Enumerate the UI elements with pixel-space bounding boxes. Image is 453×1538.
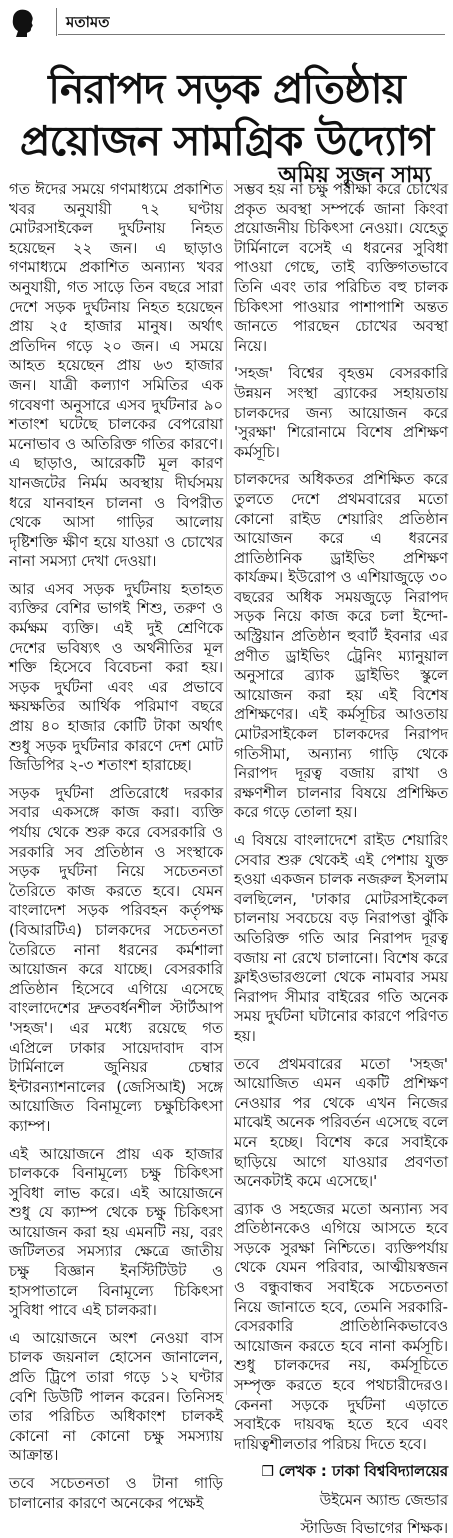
section-header [8,8,445,38]
header-rule [58,34,445,35]
article-column-left [9,180,223,1512]
byline-line-3: স্টাডিজ বিভাগের শিক্ষক। [300,1519,448,1537]
face-silhouette-icon [10,8,36,38]
header-divider [56,8,57,36]
section-label: মতামত [66,13,110,31]
paragraph: তবে সচেতনতা ও টানা গাড়ি চালানোর কারণে অনেকের পক্ষেই [9,1475,223,1512]
author-byline [234,1462,448,1538]
column-divider [226,180,227,1395]
paragraph: আর এসব সড়ক দুর্ঘটনায় হতাহত ব্যক্তির বেশির ভাগই শিশু, তরুণ ও কর্মক্ষম ব্যক্তি। এই দুই শ্রেণিকে দেশের ভবিষ্যৎ ও অর্থনীতির মূল শক্তি হিসেবে বিবেচনা করা হয়। সড়ক দুর্ঘটনা এবং এর প্রভাবে ক্ষয়ক্ষতির আর্থিক পরিমাণ বছরে প্রায় ৪০ হাজার কোটি টাকা অর্থাৎ শুধু সড়ক দুর্ঘটনার কারণে দেশ মোট জিডিপির ২-৩ শতাংশ হারাচ্ছে। [9,580,223,775]
byline-line-2: উইমেন অ্যান্ড জেন্ডার [319,1492,448,1509]
paragraph: চালকদের অধিকতর প্রশিক্ষিত করে তুলতে দেশে প্রথমবারের মতো কোনো রাইড শেয়ারিং প্রতিষ্ঠান আয়োজন করে এ ধরনের প্রাতিষ্ঠানিক ড্রাইভিং প্রশিক্ষণ কার্যক্রম। ইউরোপ ও এশিয়াজুড়ে ৩০ বছরের অধিক সময়জুড়ে নিরাপদ সড়ক নিয়ে কাজ করে চলা ইন্দো-অস্ট্রিয়ান প্রতিষ্ঠান হুবার্ট ইবনার এর প্রণীত ড্রাইভিং ট্রেনিং ম্যানুয়াল অনুসারে ব্র্যাক ড্রাইভিং স্কুলে আয়োজন করা হয় এই বিশেষ প্রশিক্ষণের। এই কর্মসূচির আওতায় মোটরসাইকেল চালকদের নিরাপদ গতিসীমা, অন্যান্য গাড়ি থেকে নিরাপদ দূরত্ব বজায় রাখা ও রক্ষণশীল চালনার বিষয়ে প্রশিক্ষিত করে গড়ে তোলা হয়। [234,471,448,822]
paragraph: ব্র্যাক ও সহজের মতো অন্যান্য সব প্রতিষ্ঠানকেও এগিয়ে আসতে হবে সড়কে সুরক্ষা নিশ্চিতে। ব্যক্তিপর্যায় থেকে যেমন পরিবার, আত্মীয়স্বজন ও বন্ধুবান্ধব সবাইকে সচেতনতা নিয়ে জানাতে হবে, তেমনি সরকারি-বেসরকারি প্রাতিষ্ঠানিকভাবেও আয়োজন করতে হবে নানা কর্মসূচি। শুধু চালকদের নয়, কর্মসূচিতে সম্পৃক্ত করতে হবে পথচারীদেরও। কেননা সড়কে দুর্ঘটনা এড়াতে সবাইকে দায়বদ্ধ হতে হবে এবং দায়িত্বশীলতার পরিচয় দিতে হবে। [234,1200,448,1453]
paragraph: এ বিষয়ে বাংলাদেশে রাইড শেয়ারিং সেবার শুরু থেকেই এই পেশায় যুক্ত হওয়া একজন চালক নজরুল ইসলাম বলছিলেন, 'ঢাকার মোটরসাইকেল চালনায় সবচেয়ে বড় নিরাপত্তা ঝুঁকি অতিরিক্ত গতি আর নিরাপদ দূরত্ব বজায় না রেখে চালানো। বিশেষ করে ফ্লাইওভারগুলো থেকে নামবার সময় নিরাপদ সীমার বাইরের গতি অনেক সময় দুর্ঘটনা ঘটানোর কারণে পরিণত হয়। [234,832,448,1045]
headline-line-1: নিরাপদ সড়ক প্রতিষ্ঠায় [48,65,405,113]
paragraph: 'সহজ' বিশ্বের বৃহত্তম বেসরকারি উন্নয়ন সংস্থা ব্র্যাকের সহায়তায় চালকদের জন্য আয়োজন করে 'সুরক্ষা' শিরোনামে বিশেষ প্রশিক্ষণ কর্মসূচি। [234,365,448,461]
paragraph: সড়ক দুর্ঘটনা প্রতিরোধে দরকার সবার একসঙ্গে কাজ করা। ব্যক্তি পর্যায় থেকে শুরু করে বেসরকারি ও সরকারি সব প্রতিষ্ঠান ও সংস্থাকে সড়ক দুর্ঘটনা নিয়ে সচেতনতা তৈরিতে কাজ করতে হবে। যেমন বাংলাদেশ সড়ক পরিবহন কর্তৃপক্ষ (বিআরটিএ) চালকদের সচেতনতা তৈরিতে নানা ধরনের কর্মশালা আয়োজন করে যাচ্ছে। বেসরকারি প্রতিষ্ঠান হিসেবে এগিয়ে এসেছে বাংলাদেশের দ্রুতবর্ধনশীল স্টার্টআপ 'সহজ'। এর মধ্যে রয়েছে গত এপ্রিলে ঢাকার সায়েদাবাদ বাস টার্মিনালে জুনিয়র চেম্বার ইন্টারন্যাশনালের (জেসিআই) সঙ্গে আয়োজিত বিনামূল্যে চক্ষুচিকিৎসা ক্যাম্প। [9,784,223,1135]
author-name: অমিয় সৃজন সাম্য [278,163,431,188]
headline-line-2: প্রয়োজন সামগ্রিক উদ্যোগ [19,117,434,165]
paragraph: তবে প্রথমবারের মতো 'সহজ' আয়োজিত এমন একটি প্রশিক্ষণ নেওয়ার পর থেকে এখন নিজের মাঝেই অনেক পরিবর্তন এসেছে বলে মনে হচ্ছে। বিশেষ করে সবাইকে ছাড়িয়ে আগে যাওয়ার প্রবণতা অনেকটাই কমে এসেছে।' [234,1055,448,1191]
paragraph: সম্ভব হয় না চক্ষু পরীক্ষা করে চোখের প্রকৃত অবস্থা সম্পর্কে জানা কিংবা প্রয়োজনীয় চিকিৎসা নেওয়া। যেহেতু টার্মিনালে বসেই এ ধরনের সুবিধা পাওয়া গেছে, তাই ব্যক্তিগতভাবে তিনি এবং তার পরিচিত বহু চালক চিকিৎসা পাওয়ার পাশাপাশি অন্তত জানতে পারছেন চোখের অবস্থা নিয়ে। [234,181,448,355]
paragraph: এ আয়োজনে অংশ নেওয়া বাস চালক জয়নাল হোসেন জানালেন, প্রতি ট্রিপে তারা গড়ে ১২ ঘণ্টার বেশি ডিউটি পালন করেন। তিনিসহ তার পরিচিত অধিকাংশ চালকই কোনো না কোনো চক্ষু সমস্যায় আক্রান্ত। [9,1329,223,1465]
checkbox-glyph-icon: ❒ [261,1464,274,1481]
paragraph: গত ঈদের সময়ে গণমাধ্যমে প্রকাশিত খবর অনুযায়ী ৭২ ঘণ্টায় মোটরসাইকেল দুর্ঘটনায় নিহত হয়েছেন ২২ জন। এ ছাড়াও গণমাধ্যমে প্রকাশিত অন্যান্য খবর অনুযায়ী, গত সাড়ে তিন বছরে সারা দেশে সড়ক দুর্ঘটনায় নিহত হয়েছেন প্রায় ২৫ হাজার মানুষ। অর্থাৎ প্রতিদিন গড়ে ২০ জন। এ সময়ে আহত হয়েছেন প্রায় ৬৩ হাজার জন। যাত্রী কল্যাণ সমিতির এক গবেষণা অনুসারে এসব দুর্ঘটনার ৯০ শতাংশ ঘটেছে চালকের বেপরোয়া মনোভাব ও অতিরিক্ত গতির কারণে। এ ছাড়াও, আরেকটি মূল কারণ যানজটের নির্মম অবস্থায় দীর্ঘসময় ধরে যানবাহন চালনা ও বিপরীত থেকে আসা গাড়ির আলোয় দৃষ্টিশক্তি ক্ষীণ হয়ে যাওয়া ও চোখের নানা সমস্যা দেখা দেওয়া। [9,181,223,571]
paragraph: এই আয়োজনে প্রায় এক হাজার চালককে বিনামূল্যে চক্ষু চিকিৎসা সুবিধা লাভ করে। এই আয়োজনে শুধু যে ক্যাম্প থেকে চক্ষু চিকিৎসা আয়োজন করা হয় এমনটি নয়, বরং জটিলতর সমস্যার ক্ষেত্রে জাতীয় চক্ষু বিজ্ঞান ইনস্টিটিউট ও হাসপাতালে বিনামূল্যে চিকিৎসা সুবিধা পাবে এই চালকরা। [9,1145,223,1320]
article-column-right [234,180,448,1537]
byline-line-1: লেখক : ঢাকা বিশ্ববিদ্যালয়ের [278,1463,448,1481]
